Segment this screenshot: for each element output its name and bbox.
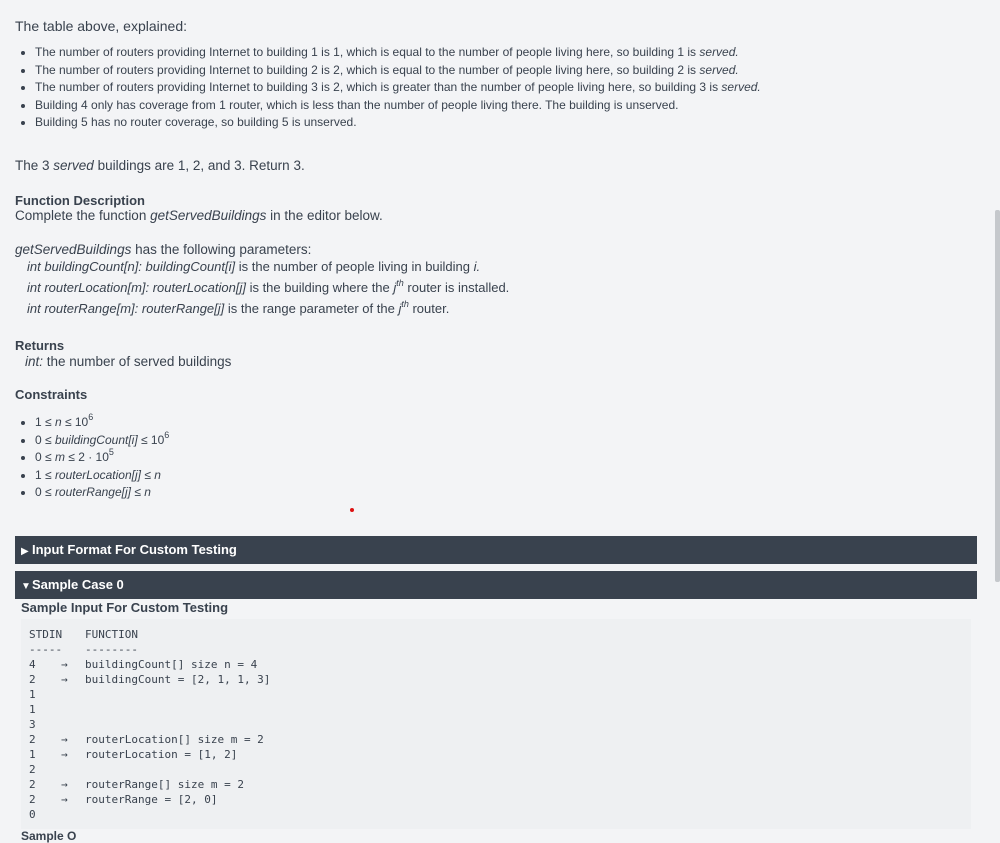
served-emphasis: served. (699, 45, 739, 59)
function-comment: routerRange[] size m = 2 (85, 778, 244, 791)
parameter-variable: j (393, 280, 397, 295)
triangle-down-icon: ▼ (21, 581, 31, 592)
parameter-type: int routerLocation[m]: routerLocation[j] (27, 280, 246, 295)
constraint-text: 0 ≤ (35, 432, 55, 447)
list-item (35, 429, 170, 450)
stdin-value: 2 (29, 673, 36, 686)
parameter-text: is the building where the (245, 280, 394, 295)
stdin-value: 1 (29, 703, 36, 716)
explanation-lead: The table above, explained: (15, 18, 188, 34)
parameter-building-count (27, 259, 480, 274)
code-row (29, 642, 138, 657)
sample-case-toggle[interactable] (15, 571, 977, 599)
constraint-variable: buildingCount[i] (54, 432, 138, 447)
parameter-router-location (27, 280, 509, 295)
return-type: int: (25, 354, 44, 369)
constraint-text: ≤ 10 (137, 432, 165, 447)
list-item (35, 414, 169, 432)
function-comment: -------- (85, 643, 138, 656)
function-comment: routerLocation = [1, 2] (85, 748, 238, 761)
code-row (29, 792, 217, 807)
function-comment: FUNCTION (85, 628, 138, 641)
list-item-text: The number of routers providing Internet to building 3 is 2, which is greater than the number of people living here, so building 3 is (35, 80, 722, 94)
stdin-value: STDIN (29, 628, 63, 641)
function-comment: routerRange = [2, 0] (85, 793, 218, 806)
function-comment: routerLocation[] size m = 2 (85, 733, 264, 746)
code-row (29, 702, 85, 717)
triangle-right-icon: ▶ (21, 546, 29, 557)
stdin-value: ----- (29, 643, 63, 656)
section-label: Input Format For Custom Testing (32, 542, 237, 557)
input-format-toggle[interactable] (15, 536, 977, 564)
stdin-value: 3 (29, 718, 36, 731)
explanation-list (15, 44, 761, 132)
returns-heading: Returns (15, 338, 65, 353)
code-row (29, 687, 85, 702)
function-comment: buildingCount[] size n = 4 (85, 658, 258, 671)
arrow-glyph: → (61, 658, 68, 671)
parameter-text: router. (408, 301, 450, 316)
stdin-value: 2 (29, 778, 36, 791)
list-item (35, 44, 761, 62)
code-row (29, 657, 257, 672)
code-row (29, 672, 270, 687)
parameter-text: is the number of people living in building (235, 259, 474, 274)
superscript: 5 (108, 447, 114, 457)
function-description-text (15, 208, 383, 223)
list-item (35, 62, 761, 80)
code-row (29, 762, 85, 777)
constraint-text: 0 ≤ (35, 450, 55, 464)
summary-text: buildings are 1, 2, and 3. Return 3. (93, 158, 305, 173)
superscript: th (396, 278, 404, 288)
constraint-variable: m (54, 450, 65, 464)
list-item (35, 467, 169, 485)
constraint-text: ≤ 2 · 10 (64, 450, 109, 464)
code-row (29, 777, 244, 792)
return-description: the number of served buildings (43, 354, 232, 369)
stdin-value: 2 (29, 793, 36, 806)
served-emphasis: served. (721, 80, 761, 94)
arrow-glyph: → (61, 793, 68, 806)
constraint-variable: routerLocation[j] ≤ n (54, 467, 161, 482)
description-text: in the editor below. (266, 208, 383, 223)
function-name: getServedBuildings (150, 208, 267, 223)
list-item (35, 79, 761, 97)
superscript: 6 (164, 429, 170, 440)
stdin-value: 2 (29, 763, 36, 776)
returns-text (25, 354, 231, 369)
stdin-value: 0 (29, 808, 36, 821)
cursor-dot (350, 508, 354, 512)
stdin-value: 1 (29, 688, 36, 701)
list-item (35, 97, 761, 115)
served-emphasis: served (53, 158, 94, 173)
list-item (35, 449, 169, 467)
superscript: th (401, 299, 409, 309)
arrow-glyph: → (61, 673, 68, 686)
parameter-type: int routerRange[m]: routerRange[j] (27, 301, 225, 316)
arrow-glyph: → (61, 778, 68, 791)
list-item-text: Building 5 has no router coverage, so building 5 is unserved. (35, 115, 357, 129)
stdin-value: 2 (29, 733, 36, 746)
parameter-variable: i. (473, 259, 481, 274)
code-row (29, 807, 85, 822)
code-row (29, 717, 85, 732)
list-item (35, 114, 761, 132)
stdin-value: 1 (29, 748, 36, 761)
list-item (35, 484, 169, 502)
constraints-heading: Constraints (15, 387, 88, 402)
parameters-intro (15, 242, 311, 257)
list-item-text: Building 4 only has coverage from 1 router, which is less than the number of people living there. The building is unserved. (35, 97, 679, 112)
parameter-text: is the range parameter of the (224, 301, 399, 316)
constraint-text: 0 ≤ (35, 485, 55, 499)
constraint-text: 1 ≤ (35, 467, 55, 482)
constraint-variable: n (54, 415, 62, 429)
served-emphasis: served. (699, 62, 739, 77)
function-comment: buildingCount = [2, 1, 1, 3] (85, 673, 271, 686)
parameter-variable: j (398, 301, 402, 316)
sample-input-heading: Sample Input For Custom Testing (21, 600, 229, 615)
description-text: Complete the function (15, 208, 151, 223)
code-row (29, 732, 264, 747)
code-row (29, 747, 237, 762)
function-name: getServedBuildings (15, 242, 132, 257)
section-label: Sample Case 0 (32, 577, 124, 592)
sample-input-code (21, 619, 971, 829)
summary-text: The 3 (15, 158, 54, 173)
constraint-text: ≤ 10 (61, 415, 89, 429)
scrollbar-thumb[interactable] (995, 210, 1000, 582)
constraints-list (15, 414, 169, 502)
parameter-router-range (27, 301, 449, 316)
code-row (29, 627, 138, 642)
constraint-variable: routerRange[j] ≤ n (54, 485, 151, 499)
parameters-intro-text: has the following parameters: (131, 242, 312, 257)
arrow-glyph: → (61, 733, 68, 746)
constraint-text: 1 ≤ (35, 415, 55, 429)
superscript: 6 (88, 412, 94, 422)
parameter-text: router is installed. (403, 280, 510, 295)
arrow-glyph: → (61, 748, 68, 761)
function-description-heading: Function Description (15, 193, 145, 208)
stdin-value: 4 (29, 658, 36, 671)
list-item-text: The number of routers providing Internet to building 2 is 2, which is equal to the number of people living here, so building 2 is (35, 62, 700, 77)
list-item-text: The number of routers providing Internet to building 1 is 1, which is equal to the number of people living here, so building 1 is (35, 45, 700, 59)
served-summary (15, 158, 305, 173)
parameter-type: int buildingCount[n]: buildingCount[i] (27, 259, 236, 274)
sample-output-heading: Sample O (21, 829, 77, 843)
